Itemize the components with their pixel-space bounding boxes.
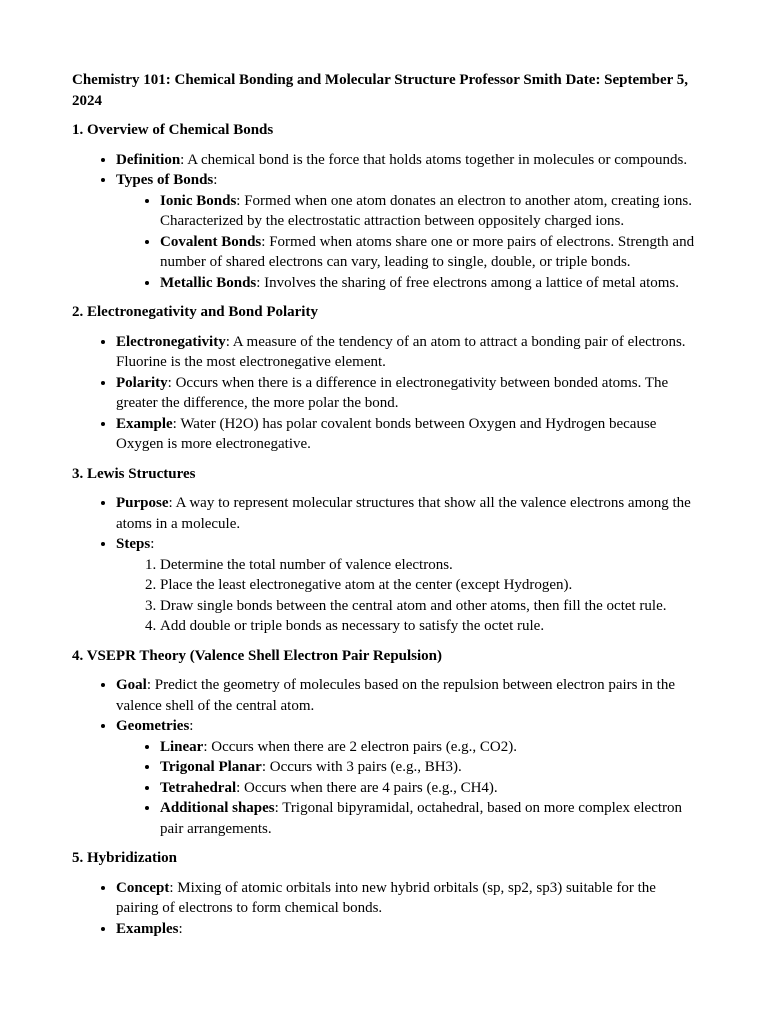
item-text: : Trigonal bipyramidal, octahedral, based on more complex electron pair arrangements.: [160, 800, 683, 837]
term-label: Linear: [160, 738, 204, 755]
item-text: : Water (H2O) has polar covalent bonds between Oxygen and Hydrogen because Oxygen is more electronegative.: [116, 415, 657, 452]
bullet-list: [116, 675, 696, 839]
bullet-list: [116, 878, 696, 940]
term-label: Trigonal Planar: [160, 759, 262, 775]
item-text: : Formed when atoms share one or more pairs of electrons. Strength and number of shared electrons can vary, leading to single, double, or triple bonds.: [160, 233, 695, 270]
list-item: [160, 778, 696, 799]
list-item: 3. Draw single bonds between the central atom and other atoms, then fill the octet rule.: [160, 596, 696, 617]
term-label: Geometries: [116, 718, 190, 734]
list-item: 4. Add double or triple bonds as necessary to satisfy the octet rule.: [160, 616, 696, 637]
item-text: : Predict the geometry of molecules based on the repulsion between electron pairs in the valence shell of the central atom.: [116, 677, 676, 714]
section-title: 2. Electronegativity and Bond Polarity: [72, 304, 318, 320]
term-label: Goal: [116, 677, 147, 693]
list-item: [160, 798, 696, 839]
term-label: Electronegativity: [116, 333, 226, 350]
list-item: [116, 170, 696, 293]
list-item: [116, 534, 696, 637]
term-label: Concept: [116, 879, 170, 896]
term-label: Covalent Bonds: [160, 233, 262, 250]
item-text: : Mixing of atomic orbitals into new hybrid orbitals (sp, sp2, sp3) suitable for the pairing of electrons to form chemical bonds.: [116, 879, 656, 916]
item-text: :: [189, 718, 194, 734]
bullet-list: [116, 493, 696, 637]
section-vsepr: [72, 646, 696, 840]
section-title: 1. Overview of Chemical Bonds: [72, 122, 274, 138]
term-label: Types of Bonds: [116, 172, 214, 188]
item-text: : A chemical bond is the force that holds atoms together in molecules or compounds.: [180, 151, 688, 168]
list-item: [160, 273, 696, 294]
term-label: Ionic Bonds: [160, 192, 237, 209]
nested-bullet-list: [160, 737, 696, 840]
section-overview: [72, 120, 696, 293]
list-item: [160, 737, 696, 758]
section-lewis-structures: [72, 464, 696, 637]
list-item: 1. Determine the total number of valence electrons.: [160, 555, 696, 576]
term-label: Tetrahedral: [160, 779, 237, 796]
section-title: 3. Lewis Structures: [72, 465, 196, 482]
list-item: [160, 757, 696, 778]
section-hybridization: [72, 848, 696, 939]
term-label: Additional shapes: [160, 800, 275, 816]
list-item: [116, 373, 696, 414]
item-text: :: [150, 536, 155, 552]
term-label: Steps: [116, 536, 151, 552]
list-item: [116, 716, 696, 839]
document-header: Chemistry 101: Chemical Bonding and Molecular Structure Professor Smith Date: September 5, 2024: [72, 72, 689, 109]
item-text: : A measure of the tendency of an atom to attract a bonding pair of electrons. Fluorine is the most electronegative element.: [116, 333, 686, 370]
numbered-list: [160, 555, 696, 637]
term-label: Polarity: [116, 374, 168, 391]
term-label: Examples: [116, 920, 179, 937]
section-title: 4. VSEPR Theory (Valence Shell Electron Pair Repulsion): [72, 647, 443, 664]
item-text: : A way to represent molecular structures that show all the valence electrons among the atoms in a molecule.: [116, 495, 691, 532]
term-label: Definition: [116, 151, 181, 168]
section-title: 5. Hybridization: [72, 850, 178, 866]
list-item: [116, 414, 696, 455]
item-text: : Occurs when there are 2 electron pairs (e.g., CO2).: [203, 738, 517, 755]
term-label: Purpose: [116, 495, 169, 511]
item-text: :: [213, 172, 218, 188]
list-item: 2. Place the least electronegative atom at the center (except Hydrogen).: [160, 575, 696, 596]
item-text: :: [178, 920, 183, 937]
nested-bullet-list: [160, 191, 696, 294]
list-item: [116, 493, 696, 534]
list-item: [116, 675, 696, 716]
item-text: : Occurs when there is a difference in electronegativity between bonded atoms. The greater the difference, the more polar the bond.: [116, 374, 669, 411]
bullet-list: [116, 332, 696, 455]
list-item: [116, 878, 696, 919]
list-item: [116, 150, 696, 171]
item-text: : Occurs with 3 pairs (e.g., BH3).: [261, 759, 462, 775]
list-item: [116, 919, 696, 940]
section-electronegativity: [72, 302, 696, 455]
item-text: : Formed when one atom donates an electron to another atom, creating ions. Characterized by the electrostatic attraction between oppositely charged ions.: [160, 192, 692, 229]
list-item: [116, 332, 696, 373]
list-item: [160, 232, 696, 273]
term-label: Example: [116, 415, 173, 432]
item-text: : Involves the sharing of free electrons among a lattice of metal atoms.: [256, 274, 680, 291]
item-text: : Occurs when there are 4 pairs (e.g., CH4).: [236, 779, 498, 796]
bullet-list: [116, 150, 696, 294]
list-item: [160, 191, 696, 232]
term-label: Metallic Bonds: [160, 274, 257, 291]
